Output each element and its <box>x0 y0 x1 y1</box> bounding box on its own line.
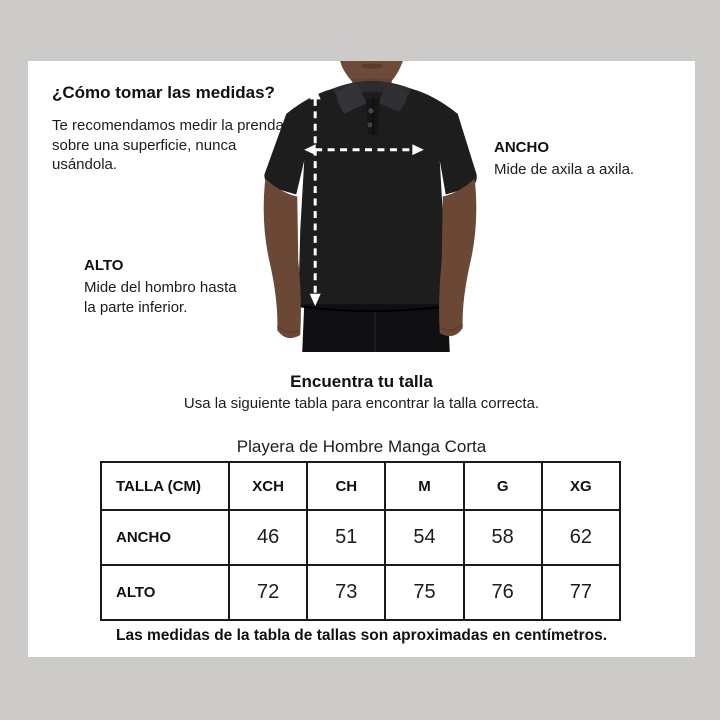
how-to-body: Te recomendamos medir la prenda sobre una superficie, nunca usándola. <box>52 117 284 173</box>
size-guide-card <box>28 61 695 657</box>
size-table-title: Playera de Hombre Manga Corta <box>236 437 487 456</box>
table-header-cell: XCH <box>229 462 307 510</box>
find-size-subtitle: Usa la siguiente tabla para encontrar la talla correcta. <box>183 395 540 412</box>
table-cell: 58 <box>464 510 542 565</box>
model-figure <box>264 61 477 352</box>
width-label: ANCHO <box>494 139 549 156</box>
size-table <box>100 461 621 621</box>
width-measure-block <box>494 139 684 180</box>
table-cell: 72 <box>229 565 307 620</box>
height-measure-block <box>84 257 242 317</box>
table-note: Las medidas de la tabla de tallas son aproximadas en centímetros. <box>115 627 607 644</box>
table-cell: 73 <box>307 565 385 620</box>
table-cell: 46 <box>229 510 307 565</box>
table-cell: 76 <box>464 565 542 620</box>
table-row <box>101 510 620 565</box>
table-row <box>101 565 620 620</box>
table-header-cell: CH <box>307 462 385 510</box>
table-cell: 62 <box>542 510 620 565</box>
height-description: Mide del hombro hasta la parte inferior. <box>84 279 237 316</box>
table-cell: 75 <box>385 565 463 620</box>
table-header-cell: G <box>464 462 542 510</box>
table-cell: 51 <box>307 510 385 565</box>
table-header-cell: XG <box>542 462 620 510</box>
table-cell: 54 <box>385 510 463 565</box>
table-cell: 77 <box>542 565 620 620</box>
row-label: ALTO <box>101 565 229 620</box>
table-header-row <box>101 462 620 510</box>
model-photo <box>240 61 500 352</box>
table-header-cell: TALLA (CM) <box>101 462 229 510</box>
find-size-title: Encuentra tu talla <box>290 372 433 391</box>
height-label: ALTO <box>84 257 124 274</box>
width-description: Mide de axila a axila. <box>494 161 635 178</box>
row-label: ANCHO <box>101 510 229 565</box>
how-to-title: ¿Cómo tomar las medidas? <box>52 83 275 102</box>
table-header-cell: M <box>385 462 463 510</box>
